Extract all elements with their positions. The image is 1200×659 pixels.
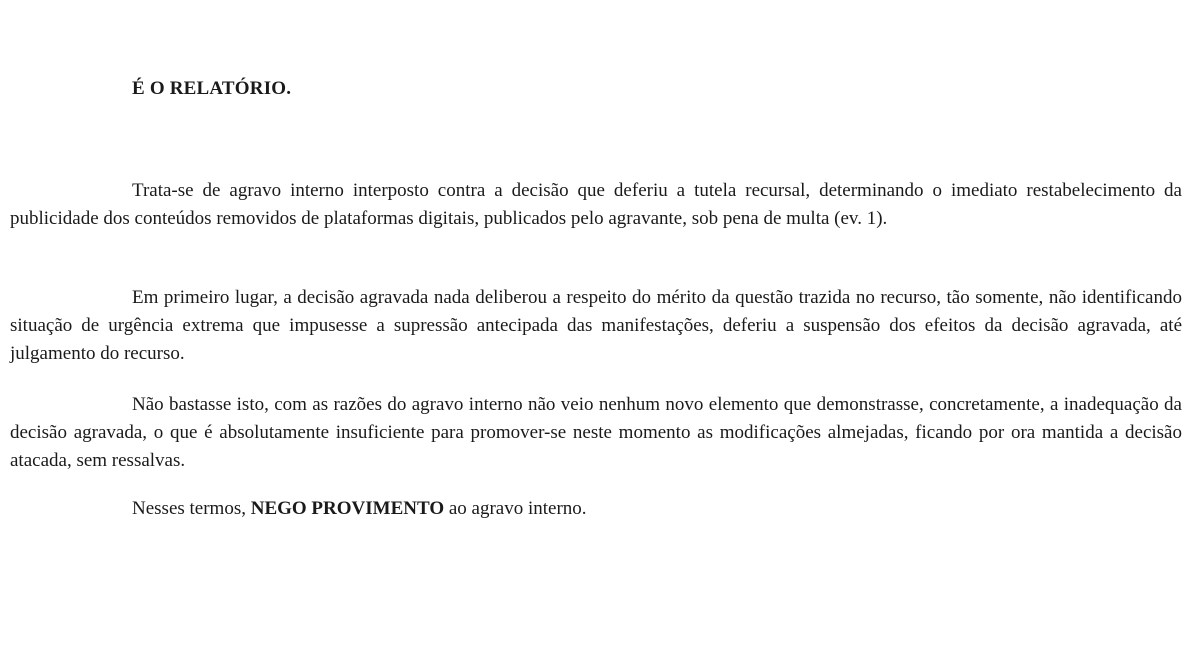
conclusion-prefix: Nesses termos, (132, 498, 251, 519)
report-heading: É O RELATÓRIO. (132, 78, 292, 99)
paragraph-decision-scope: Em primeiro lugar, a decisão agravada nada deliberou a respeito do mérito da questão trazida no recurso, tão somente, não identificando situação de urgência extrema que impusesse a supressão antecipada das manifestações, deferiu a suspensão dos efeitos da decisão agravada, até julgamento do recurso. (10, 287, 1182, 364)
conclusion-suffix: ao agravo interno. (444, 498, 587, 519)
paragraph-agravo-summary: Trata-se de agravo interno interposto contra a decisão que deferiu a tutela recursal, determinando o imediato restabelecimento da publicidade dos conteúdos removidos de plataformas digitais, publicados pelo agravante, sob pena de multa (ev. 1). (10, 180, 1182, 229)
paragraph-conclusion (10, 495, 1182, 523)
paragraph-no-new-element: Não bastasse isto, com as razões do agravo interno não veio nenhum novo elemento que demonstrasse, concretamente, a inadequação da decisão agravada, o que é absolutamente insuficiente para promover-se neste momento as modificações almejadas, ficando por ora mantida a decisão atacada, sem ressalvas. (10, 394, 1182, 471)
conclusion-verdict: NEGO PROVIMENTO (250, 498, 445, 519)
